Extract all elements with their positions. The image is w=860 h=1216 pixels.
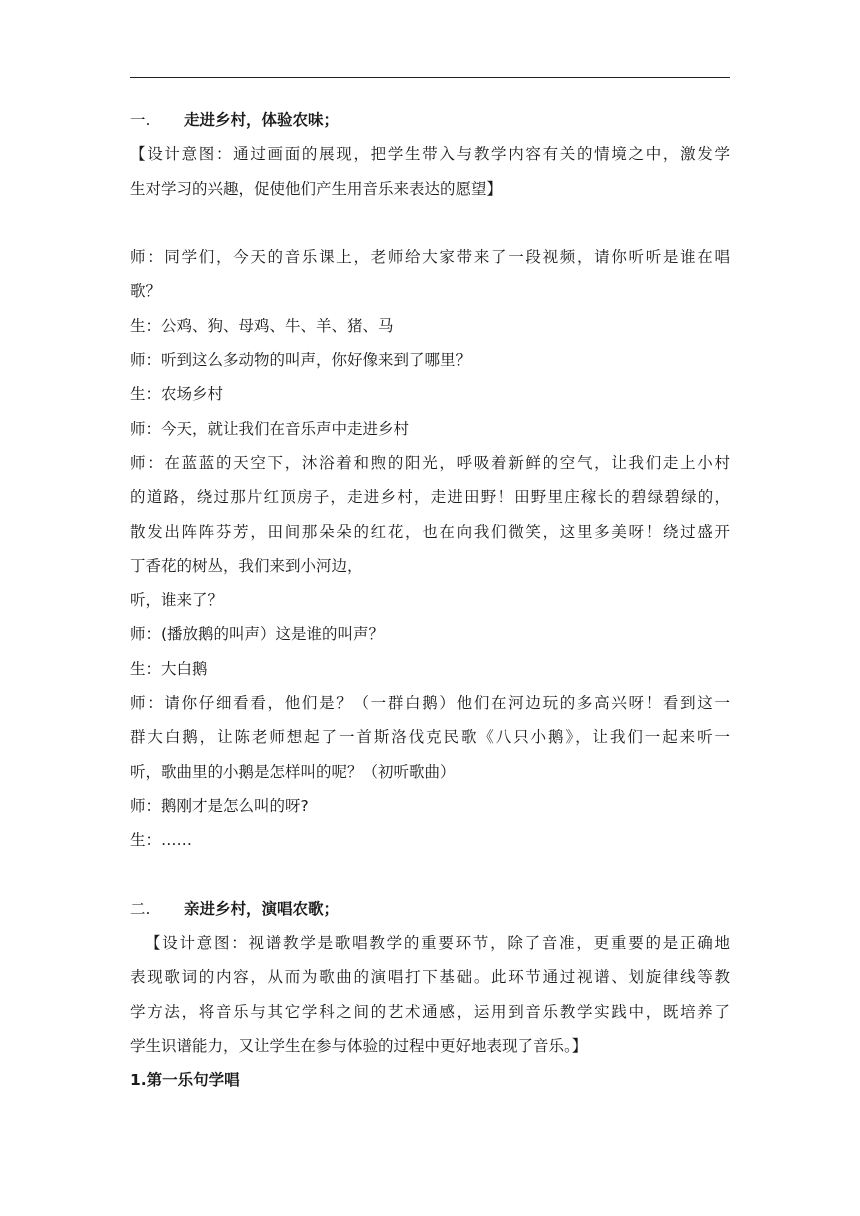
section-2-intent-line: 表现歌词的内容，从而为歌曲的演唱打下基础。此环节通过视谱、划旋律线等教 — [130, 968, 730, 987]
section-1-intent-line: 生对学习的兴趣，促使他们产生用音乐来表达的愿望】 — [130, 179, 503, 198]
header-rule — [130, 77, 730, 78]
dialogue-line: 丁香花的树丛，我们来到小河边， — [130, 556, 363, 575]
section-2-number: 二. — [130, 899, 151, 918]
dialogue-line: 生：大白鹅 — [130, 659, 208, 678]
document-body — [130, 103, 730, 1098]
dialogue-line: 师：听到这么多动物的叫声，你好像来到了哪里？ — [130, 351, 472, 370]
dialogue-line: 散发出阵阵芬芳，田间那朵朵的红花，也在向我们微笑，这里多美呀！绕过盛开 — [130, 522, 730, 541]
dialogue-line: 生：公鸡、狗、母鸡、牛、羊、猪、马 — [130, 316, 394, 335]
section-2-heading — [130, 892, 730, 926]
dialogue-line: 生：农场乡村 — [130, 385, 224, 404]
dialogue-line: 师：同学们，今天的音乐课上，老师给大家带来了一段视频，请你听听是谁在唱 — [130, 248, 730, 267]
section-1-number: 一. — [130, 111, 151, 129]
section-1-title: 走进乡村，体验农味； — [184, 111, 340, 129]
dialogue-line: 师：在蓝蓝的天空下，沐浴着和煦的阳光，呼吸着新鲜的空气，让我们走上小村 — [130, 453, 730, 472]
subsection-heading: 1.第一乐句学唱 — [130, 1071, 240, 1090]
dialogue-line: 听，谁来了？ — [130, 591, 224, 610]
dialogue-line: 师：鹅刚才是怎么叫的呀? — [130, 796, 309, 815]
section-2-title: 亲进乡村，演唱农歌； — [184, 899, 340, 918]
section-2-intent-line: 【设计意图：视谱教学是歌唱教学的重要环节，除了音准，更重要的是正确地 — [145, 934, 730, 953]
paragraph-spacer — [130, 206, 730, 240]
dialogue-line: 群大白鹅，让陈老师想起了一首斯洛伐克民歌《八只小鹅》，让我们一起来听一 — [130, 728, 730, 747]
section-2-intent-line: 学方法，将音乐与其它学科之间的艺术通感，运用到音乐教学实践中，既培养了 — [130, 1002, 730, 1021]
dialogue-line: 师：(播放鹅的叫声）这是谁的叫声？ — [130, 625, 385, 644]
dialogue-line: 生：…… — [130, 831, 193, 850]
section-1-heading — [130, 103, 730, 137]
section-1-intent-line: 【设计意图：通过画面的展现，把学生带入与教学内容有关的情境之中，激发学 — [130, 145, 730, 164]
dialogue-line: 师：请你仔细看看，他们是？（一群白鹅）他们在河边玩的多高兴呀！看到这一 — [130, 694, 730, 713]
dialogue-line: 师：今天，就让我们在音乐声中走进乡村 — [130, 419, 410, 438]
dialogue-line: 听，歌曲里的小鹅是怎样叫的呢？（初听歌曲） — [130, 762, 456, 781]
dialogue-line: 的道路，绕过那片红顶房子，走进乡村，走进田野！田野里庄稼长的碧绿碧绿的， — [130, 488, 730, 507]
section-2-intent-line: 学生识谱能力，又让学生在参与体验的过程中更好地表现了音乐。】 — [130, 1037, 588, 1056]
dialogue-line: 歌？ — [130, 282, 162, 301]
paragraph-spacer — [130, 858, 730, 892]
